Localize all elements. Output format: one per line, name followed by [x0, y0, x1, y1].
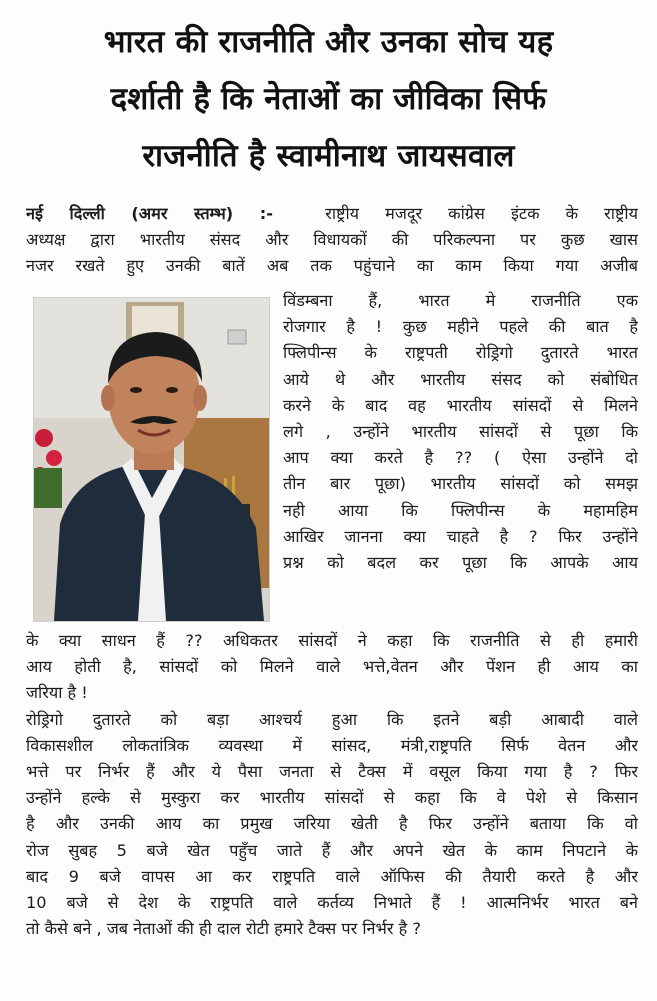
article-line: के क्या साधन हैं ?? अधिकतर सांसदों ने कहा कि राजनीति से ही हमारी — [26, 631, 638, 650]
headline-line-1: भारत की राजनीति और उनका सोच यह — [103, 24, 554, 60]
article-line: रोड्रिगो दुतारते को बड़ा आश्चर्य हुआ कि इतने बड़ी आबादी वाले — [26, 709, 638, 729]
dateline: नई दिल्ली (अमर स्तम्भ) :- — [26, 204, 273, 223]
article-line: बाद 9 बजे वापस आ कर राष्ट्रपति वाले ऑफिस की तैयारी करते है और — [26, 866, 638, 886]
article-intro — [26, 201, 638, 280]
article-line: रोज सुबह 5 बजे खेत पहुँच जाते हैं और अपने खेत के काम निपटाने के — [26, 840, 638, 860]
article-line: तो कैसे बने , जब नेताओं की ही दाल रोटी हमारे टैक्स पर निर्भर है ? — [26, 919, 421, 939]
article-line: 10 बजे से देश के राष्ट्रपति वाले कर्तव्य निभाते हैं ! आत्मनिर्भर भारत बने — [26, 892, 638, 912]
article-line: रोजगार है ! कुछ महीने पहले की बात है — [283, 317, 638, 337]
article-line: विकासशील लोकतांत्रिक व्यवस्था में सांसद, मंत्री,राष्ट्रपति सिर्फ वेतन और — [26, 735, 638, 755]
headline-line-3: राजनीति है स्वामीनाथ जायसवाल — [142, 138, 515, 174]
article-line: प्रश्न को बदल कर पूछा कि आपके आय — [283, 552, 638, 572]
headline-line-2: दर्शाती है कि नेताओं का जीविका सिर्फ — [110, 81, 547, 117]
article-line — [26, 201, 638, 227]
article-line: है और उनकी आय का प्रमुख जरिया खेती है फिर उन्होंने बताया कि वो — [26, 814, 638, 834]
person-photo-icon — [33, 297, 270, 622]
article-body — [26, 628, 638, 942]
article-line: विंडम्बना हैं, भारत मे राजनीति एक — [283, 291, 638, 310]
headline — [18, 14, 639, 185]
article-line: नजर रखते हुए उनकी बातें अब तक पहुंचाने का काम किया गया अजीब — [26, 256, 638, 276]
article-column-beside-photo — [283, 288, 638, 576]
article-line: आये थे और भारतीय संसद को संबोधित — [283, 369, 638, 389]
article-line: आय होती है, सांसदों को मिलने वाले भत्ते,वेतन और पेंशन ही आय का — [26, 657, 638, 677]
article-line: भत्ते पर निर्भर हैं और ये पैसा जनता से टैक्स में वसूल किया गया है ? फिर — [26, 761, 638, 781]
article-line: करने के बाद वह भारतीय सांसदों से मिलने — [283, 395, 638, 415]
article-line: उन्होंने हल्के से मुस्कुरा कर भारतीय सांसदों से कहा कि वे पेशे से किसान — [26, 788, 638, 808]
article-line: आप क्या करते है ?? ( ऐसा उन्होंने दो — [283, 448, 638, 468]
article-line: आखिर जानना क्या चाहते है ? फिर उन्होंने — [283, 526, 638, 546]
article-line: तीन बार पूछा) भारतीय सांसदों को समझ — [283, 474, 638, 494]
article-line: फ्लिपीन्स के राष्ट्रपती रोड्रिगो दुतारते भारत — [283, 343, 638, 363]
article-line: जरिया है ! — [26, 683, 88, 703]
article-line: लगे , उन्होंने भारतीय सांसदों से पूछा कि — [283, 421, 638, 441]
article-line: अध्यक्ष द्वारा भारतीय संसद और विधायकों की परिकल्पना पर कुछ खास — [26, 230, 638, 250]
article-line: नही आया कि फ्लिपीन्स के महामहिम — [283, 500, 638, 520]
article-text: राष्ट्रीय मजदूर कांग्रेस इंटक के राष्ट्रीय — [325, 204, 638, 223]
